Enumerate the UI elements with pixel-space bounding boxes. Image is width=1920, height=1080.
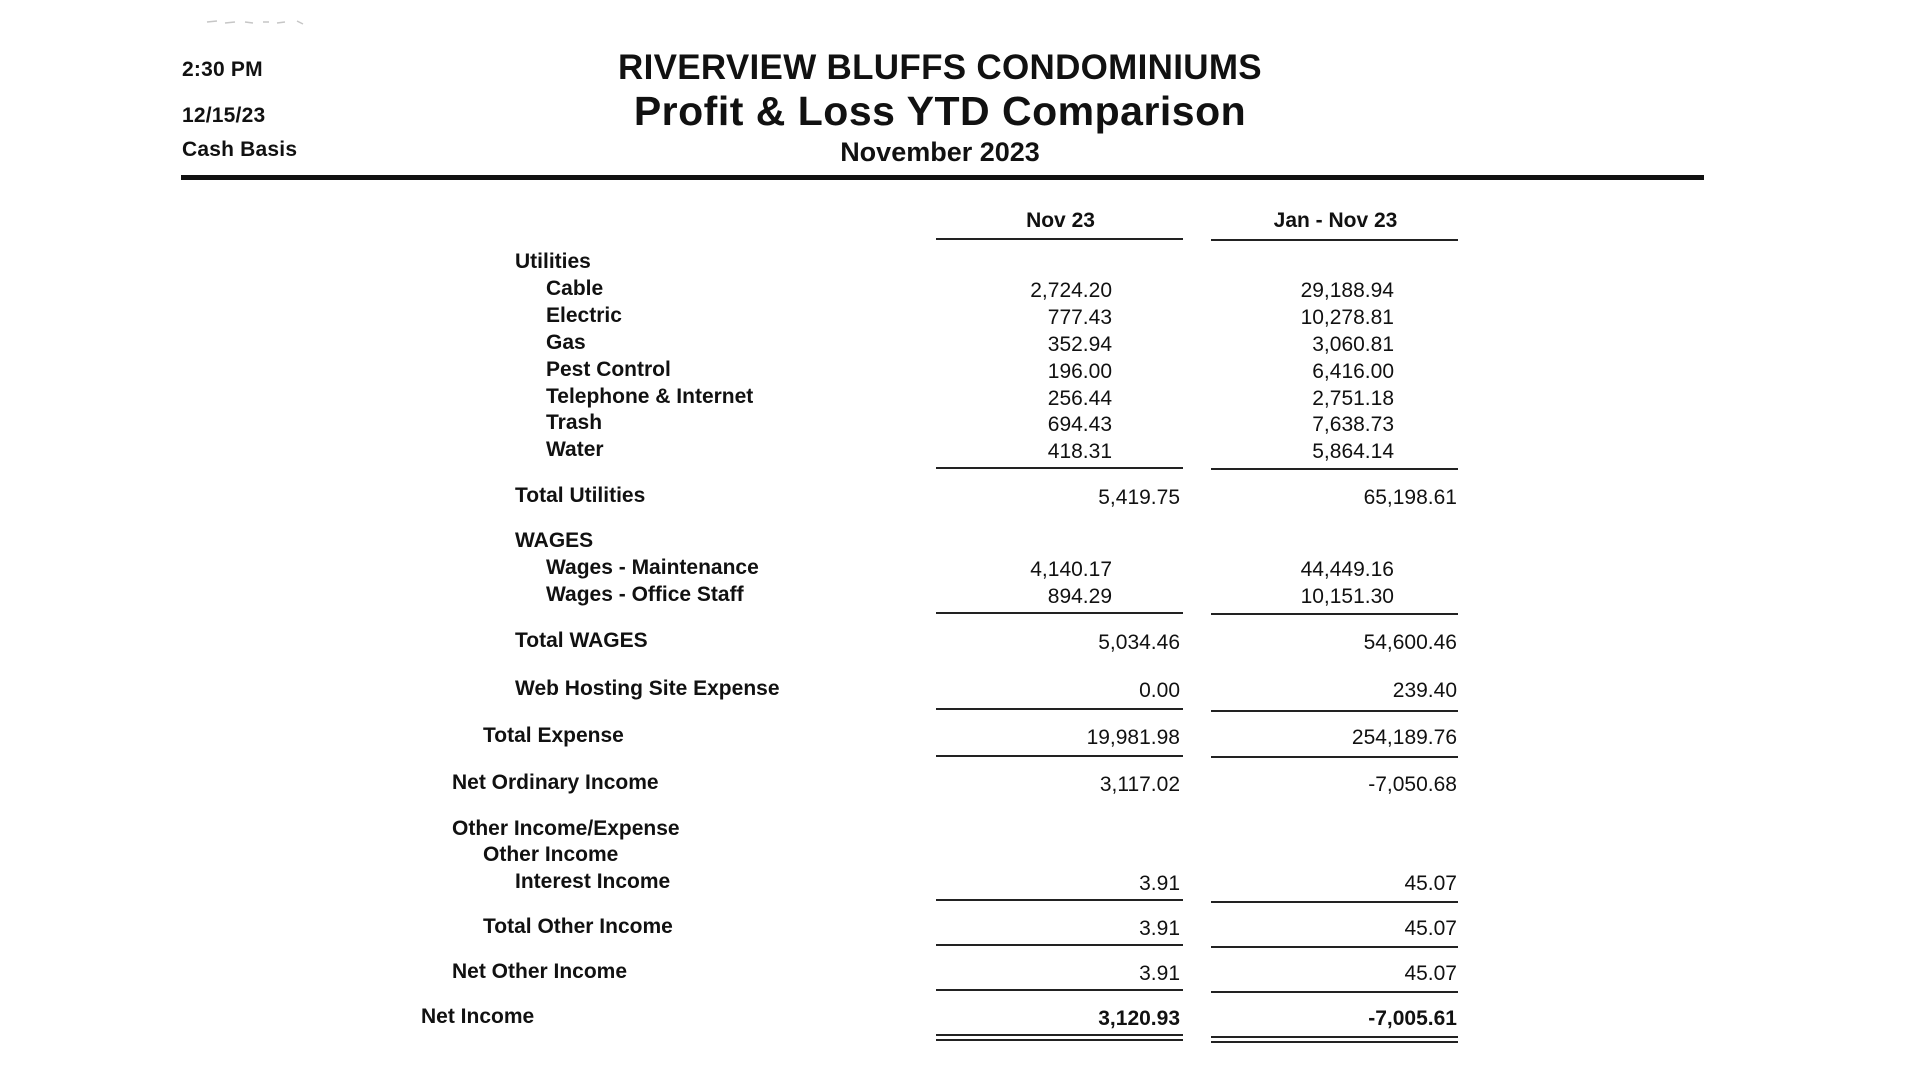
subtotal-rule <box>936 989 1183 991</box>
line-item-label: Wages - Maintenance <box>546 556 759 579</box>
ytd-value: 5,864.14 <box>1312 440 1394 463</box>
total-label: Total Expense <box>483 724 624 747</box>
current-value: 352.94 <box>1047 333 1112 356</box>
ytd-value: 7,638.73 <box>1312 413 1394 436</box>
subtotal-rule <box>936 755 1183 757</box>
net-other-income-row <box>0 960 1920 986</box>
line-item-telephone-internet <box>0 385 1920 411</box>
subtotal-rule <box>1211 946 1458 948</box>
line-item-water <box>0 438 1920 464</box>
current-value: 894.29 <box>1047 585 1112 608</box>
ytd-value: 254,189.76 <box>1351 726 1457 749</box>
total-utilities-row <box>0 484 1920 510</box>
current-value: 3,117.02 <box>1099 773 1180 796</box>
total-label: Total Utilities <box>515 484 646 507</box>
interest-income-row <box>0 870 1920 896</box>
line-item-label: Water <box>546 438 604 461</box>
ytd-value: 10,151.30 <box>1300 585 1394 608</box>
line-item-label: Pest Control <box>546 358 671 381</box>
web-hosting-row <box>0 677 1920 703</box>
line-item-pest-control <box>0 358 1920 384</box>
line-item-trash <box>0 411 1920 437</box>
line-item-wages-office-staff <box>0 583 1920 609</box>
ytd-value: 10,278.81 <box>1300 306 1394 329</box>
ytd-value: 44,449.16 <box>1300 558 1394 581</box>
utilities-heading-row <box>0 250 1920 276</box>
total-expense-row <box>0 724 1920 750</box>
line-item-label: Interest Income <box>515 870 671 893</box>
current-value: 777.43 <box>1047 306 1112 329</box>
line-item-label: Cable <box>546 277 604 300</box>
total-label: Net Ordinary Income <box>452 771 659 794</box>
line-item-electric <box>0 304 1920 330</box>
subtotal-rule <box>936 467 1183 469</box>
current-value: 5,034.46 <box>1098 631 1180 654</box>
line-item-label: Trash <box>546 411 603 434</box>
line-item-cable <box>0 277 1920 303</box>
section-heading: Other Income <box>483 843 619 866</box>
ytd-value: -7,050.68 <box>1368 773 1457 796</box>
ytd-value: 2,751.18 <box>1312 387 1394 410</box>
subtotal-rule <box>1211 613 1458 615</box>
current-value: 0.00 <box>1139 679 1180 702</box>
net-ordinary-income-row <box>0 771 1920 797</box>
ytd-value: 239.40 <box>1392 679 1457 702</box>
ytd-value: 3,060.81 <box>1312 333 1394 356</box>
total-label: Total Other Income <box>483 915 673 938</box>
line-item-label: Electric <box>546 304 622 327</box>
report-basis: Cash Basis <box>182 138 298 161</box>
ytd-value: 29,188.94 <box>1300 279 1394 302</box>
current-value: 2,724.20 <box>1030 279 1112 302</box>
subtotal-rule <box>936 899 1183 901</box>
ytd-value: 54,600.46 <box>1363 631 1457 654</box>
current-value: 256.44 <box>1047 387 1112 410</box>
total-wages-row <box>0 629 1920 655</box>
subtotal-rule <box>936 944 1183 946</box>
line-item-gas <box>0 331 1920 357</box>
subtotal-rule <box>1211 710 1458 712</box>
current-value: 196.00 <box>1047 360 1112 383</box>
total-other-income-row <box>0 915 1920 941</box>
other-income-heading-row <box>0 843 1920 869</box>
scan-artifact <box>205 19 310 25</box>
line-item-wages-maintenance <box>0 556 1920 582</box>
current-value: 4,140.17 <box>1030 558 1112 581</box>
subtotal-rule <box>1211 991 1458 993</box>
column-header-current: Nov 23 <box>1026 209 1095 232</box>
ytd-value: 45.07 <box>1404 872 1457 895</box>
line-item-label: Gas <box>546 331 586 354</box>
wages-heading-row <box>0 529 1920 555</box>
line-item-label: Wages - Office Staff <box>546 583 744 606</box>
section-heading: Other Income/Expense <box>452 817 680 840</box>
subtotal-rule <box>936 612 1183 614</box>
line-item-label: Web Hosting Site Expense <box>515 677 780 700</box>
ytd-value: 65,198.61 <box>1363 486 1457 509</box>
current-value: 694.43 <box>1047 413 1112 436</box>
current-value: 3.91 <box>1139 872 1180 895</box>
column-header-ytd: Jan - Nov 23 <box>1273 209 1398 232</box>
header-divider <box>181 175 1704 180</box>
current-value: 5,419.75 <box>1098 486 1180 509</box>
ytd-value: 6,416.00 <box>1312 360 1394 383</box>
current-value: 19,981.98 <box>1086 726 1180 749</box>
net-income-row <box>0 1005 1920 1031</box>
ytd-value: 45.07 <box>1404 917 1457 940</box>
other-income-expense-heading-row <box>0 817 1920 843</box>
column-header-rule <box>936 238 1183 240</box>
section-heading: WAGES <box>515 529 594 552</box>
ytd-value: 45.07 <box>1404 962 1457 985</box>
section-heading: Utilities <box>515 250 591 273</box>
total-label: Net Income <box>421 1005 535 1028</box>
current-value: 3,120.93 <box>1098 1007 1180 1030</box>
report-title: Profit & Loss YTD Comparison <box>633 88 1247 134</box>
current-value: 3.91 <box>1139 962 1180 985</box>
subtotal-rule <box>1211 468 1458 470</box>
final-double-rule <box>936 1034 1183 1041</box>
ytd-value: -7,005.61 <box>1368 1007 1457 1030</box>
current-value: 418.31 <box>1047 440 1112 463</box>
subtotal-rule <box>1211 901 1458 903</box>
report-time: 2:30 PM <box>182 58 263 81</box>
subtotal-rule <box>936 708 1183 710</box>
total-label: Total WAGES <box>515 629 648 652</box>
line-item-label: Telephone & Internet <box>546 385 754 408</box>
company-name: RIVERVIEW BLUFFS CONDOMINIUMS <box>618 48 1262 87</box>
current-value: 3.91 <box>1139 917 1180 940</box>
report-period: November 2023 <box>840 137 1040 167</box>
final-double-rule <box>1211 1036 1458 1043</box>
report-date: 12/15/23 <box>182 104 266 127</box>
subtotal-rule <box>1211 756 1458 758</box>
column-header-rule <box>1211 239 1458 241</box>
total-label: Net Other Income <box>452 960 628 983</box>
